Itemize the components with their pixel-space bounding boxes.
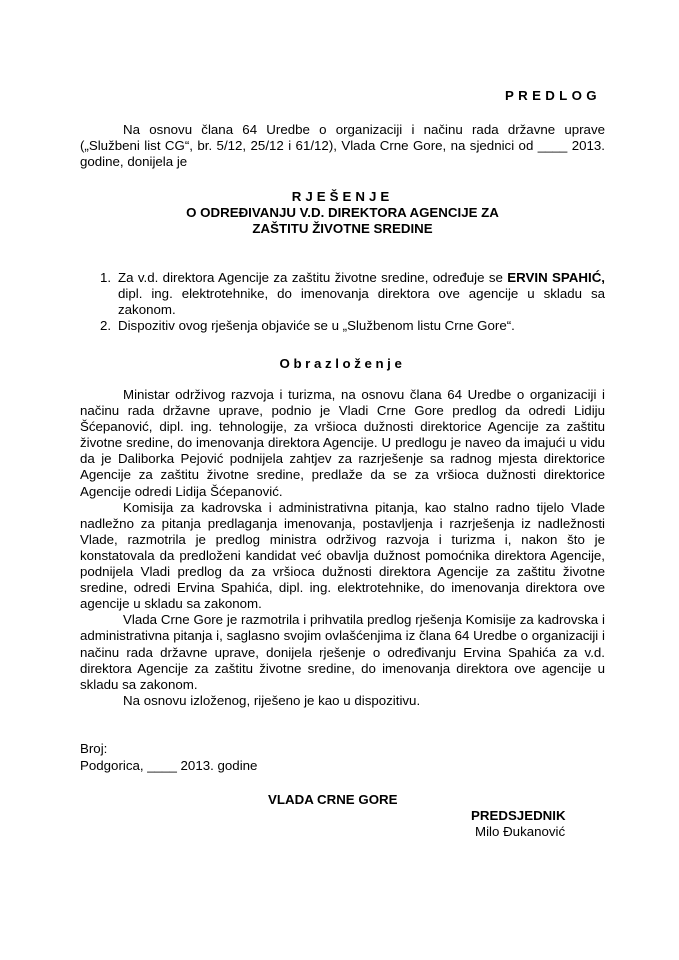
dispositive-list — [80, 270, 605, 334]
reasoning-paragraph-1: Ministar održivog razvoja i turizma, na osnovu člana 64 Uredbe o organizaciji i načinu rada državne uprave, podnio je Vladi Crne Gore predlog da odredi Lidiju Šćepanović, dipl. ing. tehnologije, za vršioca dužnosti direktorice Agencije za zaštitu životne sredine, do imenovanja direktora Agencije. U predlogu je naveo da imajući u vidu da je Daliborka Pejović podnijela zahtjev za razrješenje sa radnog mjesta direktorice Agencije za zaštitu životne sredine, predlaže da se za vršioca dužnosti direktorice Agencije odredi Lidija Šćepanović. — [80, 387, 605, 499]
item-number: 1. — [100, 270, 112, 285]
president-name: Milo Đukanović — [475, 824, 566, 839]
government-name: VLADA CRNE GORE — [268, 792, 398, 807]
title-rjesenje: RJEŠENJE — [291, 189, 394, 204]
title-line-2: O ODREĐIVANJU V.D. DIREKTORA AGENCIJE ZA — [186, 205, 499, 221]
president-title: PREDSJEDNIK — [471, 808, 566, 823]
place-date: Podgorica, ____ 2013. godine — [80, 758, 258, 773]
title-line-3: ZAŠTITU ŽIVOTNE SREDINE — [252, 221, 433, 237]
item-text-before: Za v.d. direktora Agencije za zaštitu životne sredine, određuje se — [118, 270, 508, 285]
item-number: 2. — [100, 318, 112, 334]
reasoning-body — [80, 387, 605, 709]
item-text: Dispozitiv ovog rješenja objaviće se u „Službenom listu Crne Gore“. — [118, 318, 515, 334]
decision-title — [80, 189, 605, 237]
reasoning-paragraph-3: Vlada Crne Gore je razmotrila i prihvatila predlog rješenja Komisije za kadrovska i administrativna pitanja i, saglasno svojim ovlašćenjima iz člana 64 Uredbe o organizaciji i načinu rada državne uprave, donijela rješenje o određivanju Ervina Spahića za v.d. direktora Agencije za zaštitu životne sredine, do imenovanja direktora ove agencije u skladu sa zakonom. — [80, 612, 605, 692]
appointee-name: ERVIN SPAHIĆ, — [507, 270, 605, 285]
intro-paragraph: Na osnovu člana 64 Uredbe o organizaciji i načinu rada državne uprave („Službeni list CG“, br. 5/12, 25/12 i 61/12), Vlada Crne Gore, na sjednici od ____ 2013. godine, donijela je — [80, 122, 605, 170]
reasoning-paragraph-4: Na osnovu izloženog, riješeno je kao u dispozitivu. — [123, 692, 421, 708]
reasoning-heading: Obrazloženje — [279, 356, 406, 371]
predlog-label: PREDLOG — [505, 88, 601, 103]
dispositive-item-2 — [80, 318, 605, 334]
item-text-after: dipl. ing. elektrotehnike, do imenovanja direktora ove agencije u skladu sa zakonom. — [118, 286, 605, 318]
document-number-label: Broj: — [80, 741, 108, 756]
reasoning-paragraph-2: Komisija za kadrovska i administrativna pitanja, kao stalno radno tijelo Vlade nadležno za pitanja predlaganja imenovanja, postavljenja i razrješenja iz nadležnosti Vlade, razmotrila je predlog ministra održivog razvoja i turizma i, nakon što je konstatovala da predloženi kandidat već obavlja dužnost pomoćnika direktora Agencije, podnijela Vladi predlog da za vršioca dužnosti direktora Agencije za zaštitu životne sredine, odredi Ervina Spahića, dipl. ing. elektrotehnike, do imenovanja direktora ove agencije u skladu sa zakonom. — [80, 499, 605, 612]
dispositive-item-1 — [80, 270, 605, 318]
